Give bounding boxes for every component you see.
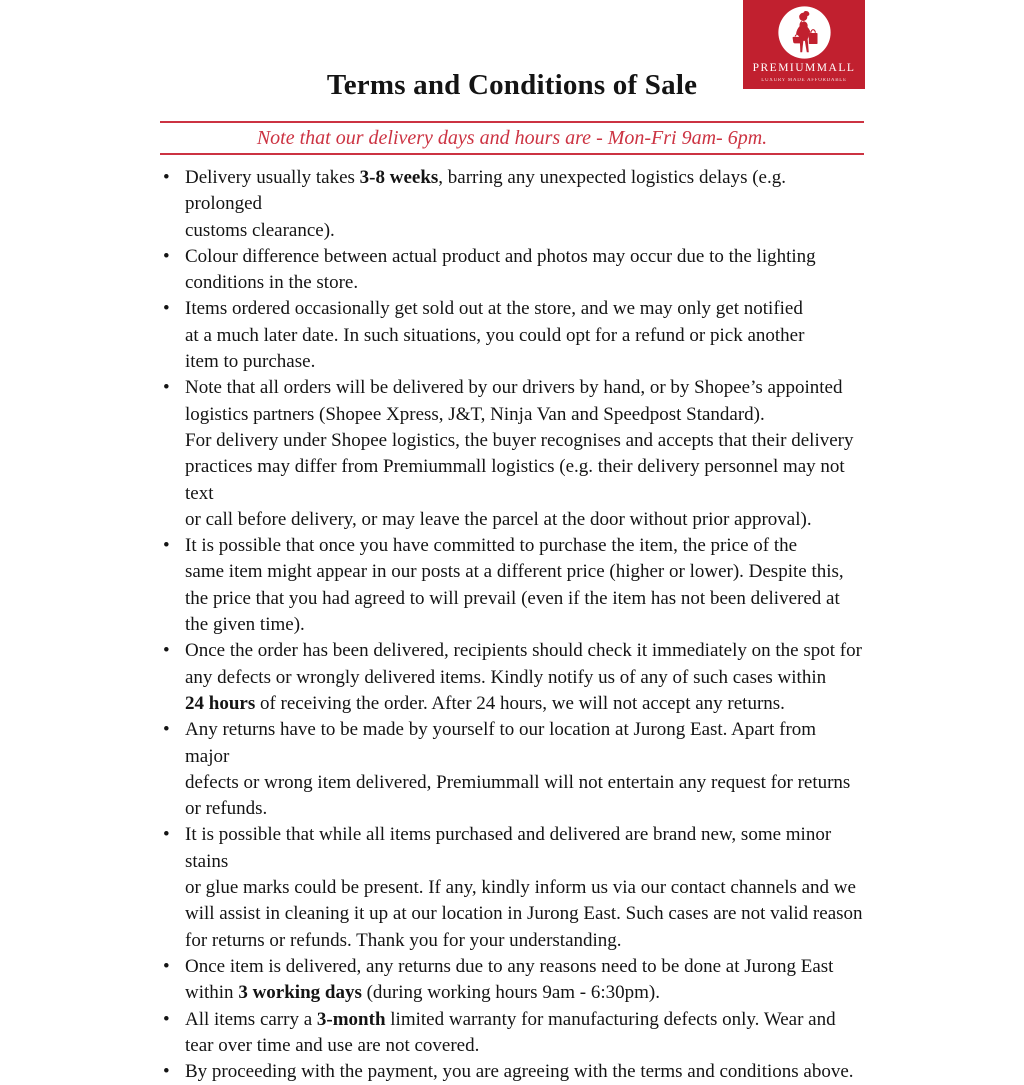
term-item: • It is possible that while all items purchased and delivered are brand new, some minor stains or glue marks could be present. If any, kindly inform us via our contact channels and we will assist in cleaning it up at our location in Jurong East. Such cases are not valid reason for returns or refunds. Thank you for your understanding. (160, 822, 864, 953)
brand-tagline: LUXURY MADE AFFORDABLE (761, 77, 847, 83)
term-item: • By proceeding with the payment, you are agreeing with the terms and conditions above. (160, 1059, 864, 1085)
term-item: • Colour difference between actual product and photos may occur due to the lighting conditions in the store. (160, 244, 864, 297)
term-item: • Any returns have to be made by yourself to our location at Jurong East. Apart from major defects or wrong item delivered, Premiummall will not entertain any request for returns or refunds. (160, 717, 864, 822)
term-item: • Note that all orders will be delivered by our drivers by hand, or by Shopee’s appointed logistics partners (Shopee Xpress, J&T, Ninja Van and Speedpost Standard). For delivery under Shopee logistics, the buyer recognises and accepts that their delivery practices may differ from Premiummall logistics (e.g. their delivery personnel may not text or call before delivery, or may leave the parcel at the door without prior approval). (160, 375, 864, 533)
terms-list (160, 165, 864, 1085)
term-item: • It is possible that once you have committed to purchase the item, the price of the same item might appear in our posts at a different price (higher or lower). Despite this, the price that you had agreed to will prevail (even if the item has not been delivered at the given time). (160, 533, 864, 638)
term-item: • All items carry a 3-month limited warranty for manufacturing defects only. Wear and tear over time and use are not covered. (160, 1007, 864, 1060)
brand-name: PREMIUMMALL (752, 62, 856, 74)
term-item: • Items ordered occasionally get sold out at the store, and we may only get notified at a much later date. In such situations, you could opt for a refund or pick another item to purchase. (160, 296, 864, 375)
page-title: Terms and Conditions of Sale (326, 69, 698, 101)
term-item: • Once item is delivered, any returns due to any reasons need to be done at Jurong East within 3 working days (during working hours 9am - 6:30pm). (160, 954, 864, 1007)
divider-bottom (160, 153, 864, 155)
delivery-notice: Note that our delivery days and hours are - Mon-Fri 9am- 6pm. (256, 127, 768, 149)
term-item: • Once the order has been delivered, recipients should check it immediately on the spot for any defects or wrongly delivered items. Kindly notify us of any of such cases within 24 hours of receiving the order. After 24 hours, we will not accept any returns. (160, 638, 864, 717)
term-item: • Delivery usually takes 3-8 weeks, barring any unexpected logistics delays (e.g. prolonged customs clearance). (160, 165, 864, 244)
document-page (160, 0, 864, 1085)
